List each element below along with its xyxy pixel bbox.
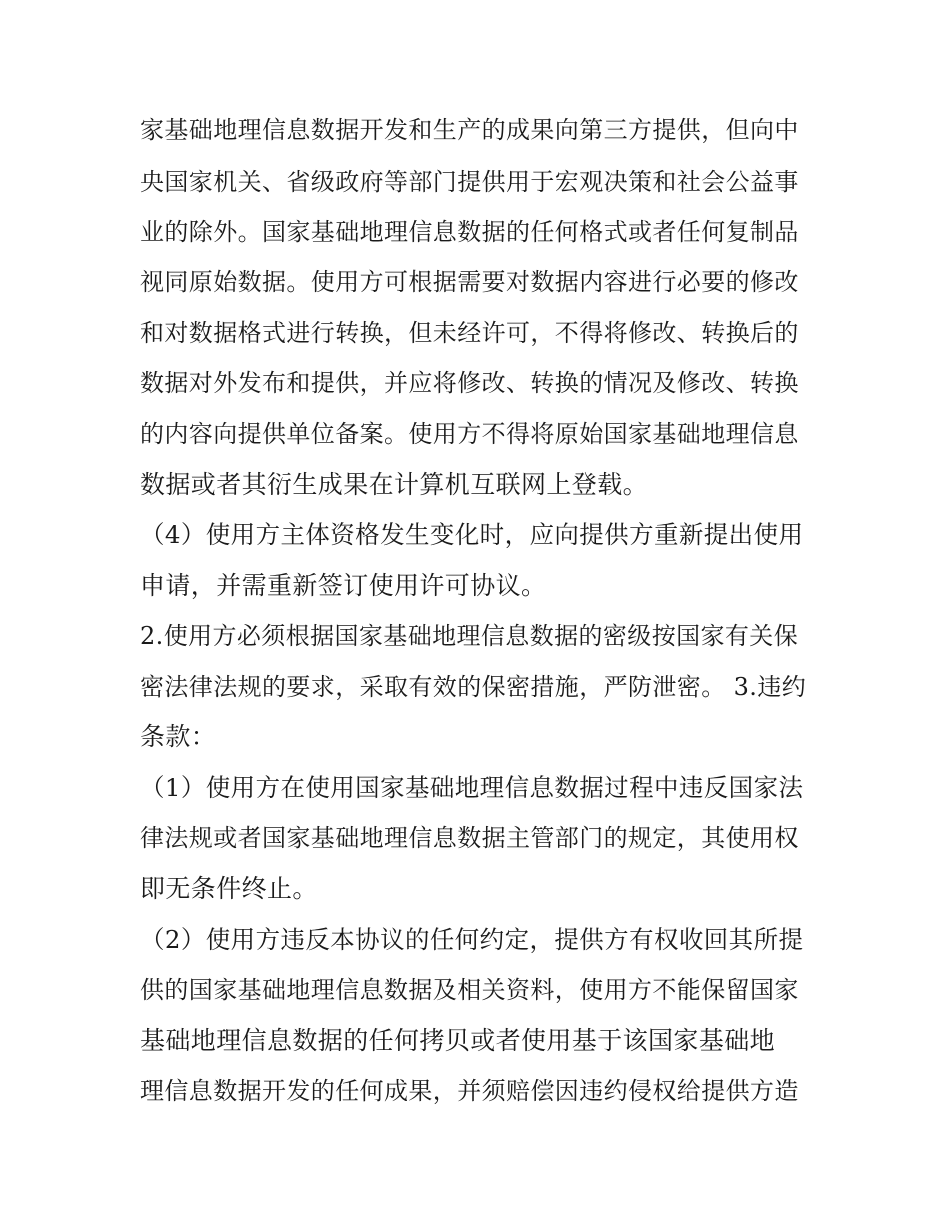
- text-line: 申请，并需重新签订使用许可协议。: [140, 571, 547, 600]
- text-line: 数据对外发布和提供，并应将修改、转换的情况及修改、转换: [140, 369, 799, 397]
- text-line: （2）使用方违反本协议的任何约定，提供方有权收回其所提: [140, 925, 804, 954]
- text-line: 和对数据格式进行转换，但未经许可，不得将修改、转换后的: [140, 319, 799, 347]
- text-line: 家基础地理信息数据开发和生产的成果向第三方提供，但向中: [140, 116, 799, 144]
- text-line: 央国家机关、省级政府等部门提供用于宏观决策和社会公益事: [140, 168, 799, 196]
- text-line: 条款：: [140, 722, 217, 751]
- text-line: 视同原始数据。使用方可根据需要对数据内容进行必要的修改: [140, 268, 799, 296]
- text-line: 律法规或者国家基础地理信息数据主管部门的规定，其使用权: [140, 824, 799, 852]
- text-line: 理信息数据开发的任何成果，并须赔偿因违约侵权给提供方造: [140, 1077, 799, 1105]
- text-line: 密法律法规的要求，采取有效的保密措施，严防泄密。 3.违约: [140, 673, 807, 701]
- text-line: 业的除外。国家基础地理信息数据的任何格式或者任何复制品: [140, 218, 799, 246]
- text-line: 即无条件终止。: [140, 874, 318, 903]
- text-line: （1）使用方在使用国家基础地理信息数据过程中违反国家法: [140, 773, 804, 802]
- text-line: 供的国家基础地理信息数据及相关资料，使用方不能保留国家: [140, 976, 799, 1004]
- text-line: 基础地理信息数据的任何拷贝或者使用基于该国家基础地: [140, 1026, 776, 1055]
- text-line: 数据或者其衍生成果在计算机互联网上登载。: [140, 470, 649, 499]
- text-line: 的内容向提供单位备案。使用方不得将原始国家基础地理信息: [140, 420, 799, 448]
- text-line: （4）使用方主体资格发生变化时，应向提供方重新提出使用: [140, 520, 804, 549]
- text-line: 2.使用方必须根据国家基础地理信息数据的密级按国家有关保: [140, 622, 799, 650]
